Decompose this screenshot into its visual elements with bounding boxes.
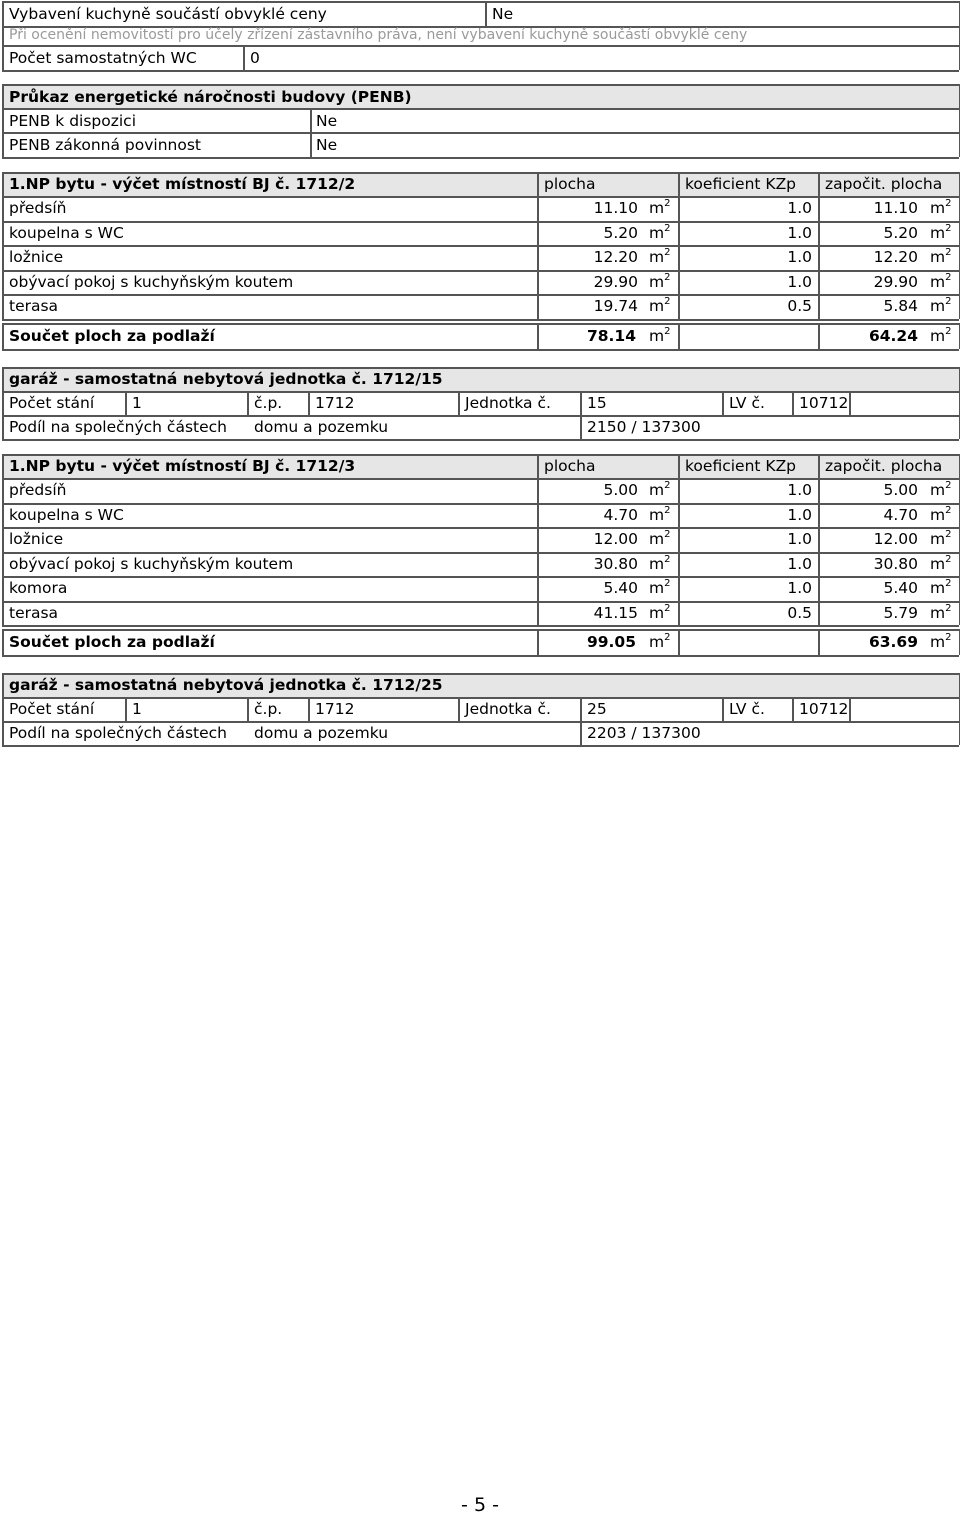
room-counted: 12.00 [873, 530, 918, 548]
unit-exponent: 2 [945, 632, 952, 643]
rule [2, 629, 959, 631]
rule [2, 655, 959, 657]
unit2-col-counted: započit. plocha [825, 457, 943, 475]
room-counted: 5.20 [883, 223, 918, 242]
rule [792, 697, 794, 721]
room-name: koupelna s WC [9, 505, 124, 524]
rule [2, 673, 4, 745]
unit2-title: 1.NP bytu - výčet místností BJ č. 1712/3 [9, 457, 356, 475]
podil-mid: domu a pozemku [254, 724, 389, 742]
room-counted-unit [930, 272, 951, 292]
lv-value: 10712 [799, 700, 849, 718]
unit1-col-area: plocha [544, 175, 596, 193]
unit-m: m [930, 326, 946, 345]
unit-m: m [930, 272, 946, 291]
sum-counted-unit [930, 632, 951, 652]
room-name: komora [9, 579, 68, 597]
unit-m: m [930, 297, 946, 315]
room-name: obývací pokoj s kuchyňským koutem [9, 554, 294, 573]
rule [849, 391, 851, 415]
room-coef: 1.0 [787, 272, 812, 291]
unit-m: m [649, 554, 665, 573]
rule [247, 391, 249, 415]
kitchen-label: Vybavení kuchyně součástí obvyklé ceny [9, 5, 327, 23]
room-coef: 0.5 [787, 603, 812, 622]
unit-m: m [930, 505, 946, 524]
room-counted: 30.80 [873, 554, 918, 573]
rule [2, 1, 4, 70]
room-area: 5.20 [603, 223, 638, 242]
room-counted-unit [930, 529, 951, 549]
unit-exponent: 2 [664, 529, 671, 540]
room-counted-unit [930, 578, 951, 598]
room-counted: 5.00 [883, 481, 918, 499]
room-coef: 1.0 [787, 505, 812, 524]
room-name: ložnice [9, 248, 64, 266]
podil-label: Podíl na společných částech [9, 724, 227, 742]
sum-label: Součet ploch za podlaží [9, 326, 215, 345]
unit-exponent: 2 [945, 578, 952, 589]
sum-area-unit [649, 326, 670, 346]
room-area: 11.10 [593, 199, 638, 217]
unit1-col-coef: koeficient KZp [685, 175, 797, 193]
rule [2, 84, 959, 86]
room-name: terasa [9, 297, 59, 315]
rule [2, 132, 959, 134]
unit-exponent: 2 [664, 198, 671, 209]
rule [125, 697, 127, 721]
penb-row-label: PENB zákonná povinnost [9, 136, 201, 154]
rule [308, 391, 310, 415]
unit2-col-coef: koeficient KZp [685, 457, 797, 475]
rule [722, 697, 724, 721]
penb-row-label: PENB k dispozici [9, 112, 137, 130]
sum-area-unit [649, 632, 670, 652]
room-name: terasa [9, 603, 59, 622]
pocet-stani-value: 1 [132, 394, 142, 412]
room-coef: 1.0 [787, 530, 812, 548]
unit-m: m [930, 530, 946, 548]
jednotka-label: Jednotka č. [465, 700, 551, 718]
rule [2, 157, 959, 159]
unit1-title: 1.NP bytu - výčet místností BJ č. 1712/2 [9, 175, 356, 193]
room-counted-unit [930, 247, 951, 267]
room-area: 19.74 [593, 297, 638, 315]
unit-m: m [649, 603, 665, 622]
unit-m: m [930, 579, 946, 597]
rule [310, 108, 312, 157]
unit-exponent: 2 [945, 198, 952, 209]
unit-m: m [930, 481, 946, 499]
room-coef: 1.0 [787, 481, 812, 499]
unit-m: m [649, 297, 665, 315]
room-counted-unit [930, 603, 951, 623]
sum-area: 78.14 [586, 326, 636, 345]
unit-m: m [930, 603, 946, 622]
unit-m: m [649, 248, 665, 266]
rule [2, 70, 959, 72]
unit-m: m [649, 633, 665, 651]
room-name: předsíň [9, 199, 67, 217]
room-area: 12.20 [593, 248, 638, 266]
room-coef: 0.5 [787, 297, 812, 315]
unit-m: m [930, 633, 946, 651]
sum-counted: 63.69 [868, 633, 918, 651]
unit1-col-counted: započit. plocha [825, 175, 943, 193]
rule [2, 454, 4, 625]
room-name: ložnice [9, 530, 64, 548]
room-name: obývací pokoj s kuchyňským koutem [9, 272, 294, 291]
cp-value: 1712 [315, 394, 355, 412]
rule [2, 172, 4, 319]
rule [792, 391, 794, 415]
unit-exponent: 2 [945, 602, 952, 614]
room-area: 5.00 [603, 481, 638, 499]
jednotka-value: 15 [587, 394, 607, 412]
unit-m: m [649, 481, 665, 499]
room-coef: 1.0 [787, 579, 812, 597]
rule [2, 367, 4, 439]
sum-label: Součet ploch za podlaží [9, 633, 215, 651]
rule [580, 697, 582, 721]
room-area: 41.15 [593, 603, 638, 622]
unit-m: m [930, 223, 946, 242]
unit-exponent: 2 [664, 602, 671, 614]
room-counted: 5.79 [883, 603, 918, 622]
jednotka-label: Jednotka č. [465, 394, 551, 412]
rule [125, 391, 127, 415]
unit-m: m [930, 199, 946, 217]
unit-exponent: 2 [664, 632, 671, 643]
unit-exponent: 2 [664, 271, 671, 283]
rule [2, 323, 959, 325]
unit-exponent: 2 [664, 325, 671, 337]
podil-label: Podíl na společných částech [9, 418, 227, 436]
unit-exponent: 2 [945, 553, 952, 565]
rule [2, 625, 959, 627]
garage2-title: garáž - samostatná nebytová jednotka č. 1712/25 [9, 676, 443, 694]
unit-m: m [649, 326, 665, 345]
unit-m: m [649, 579, 665, 597]
unit-m: m [649, 505, 665, 524]
lv-label: LV č. [729, 700, 765, 718]
room-coef: 1.0 [787, 554, 812, 573]
room-counted-unit [930, 223, 951, 243]
room-name: předsíň [9, 481, 67, 499]
sum-area: 99.05 [586, 633, 636, 651]
unit-m: m [649, 272, 665, 291]
rule [722, 391, 724, 415]
unit-m: m [930, 554, 946, 573]
kitchen-value: Ne [492, 5, 514, 23]
unit-exponent: 2 [945, 480, 952, 491]
unit-exponent: 2 [664, 504, 671, 516]
sum-counted-unit [930, 326, 951, 346]
unit-exponent: 2 [664, 578, 671, 589]
rule [678, 629, 680, 655]
unit-m: m [930, 248, 946, 266]
cp-label: č.p. [254, 700, 283, 718]
room-area: 12.00 [593, 530, 638, 548]
podil-mid: domu a pozemku [254, 418, 389, 436]
sum-counted: 64.24 [868, 326, 918, 345]
penb-row-value: Ne [316, 136, 338, 154]
room-area: 29.90 [593, 272, 638, 291]
rule [580, 391, 582, 415]
page-number: - 5 - [461, 1494, 499, 1516]
unit-exponent: 2 [664, 480, 671, 491]
unit-exponent: 2 [945, 296, 952, 307]
rule [580, 721, 582, 745]
unit-exponent: 2 [664, 247, 671, 258]
rule [580, 415, 582, 439]
room-area: 5.40 [603, 579, 638, 597]
kitchen-note: Při ocenění nemovitostí pro účely zřízení zástavního práva, není vybavení kuchyně součástí obvyklé ceny [9, 27, 748, 43]
unit-m: m [649, 199, 665, 217]
room-name: koupelna s WC [9, 223, 124, 242]
penb-row-value: Ne [316, 112, 338, 130]
cp-label: č.p. [254, 394, 283, 412]
unit-exponent: 2 [945, 271, 952, 283]
rule [678, 323, 680, 349]
room-counted: 5.40 [883, 579, 918, 597]
unit-exponent: 2 [664, 222, 671, 234]
unit-exponent: 2 [664, 296, 671, 307]
rule [247, 697, 249, 721]
room-coef: 1.0 [787, 199, 812, 217]
unit-exponent: 2 [945, 247, 952, 258]
lv-label: LV č. [729, 394, 765, 412]
unit-exponent: 2 [945, 504, 952, 516]
rule [458, 391, 460, 415]
wc-label: Počet samostatných WC [9, 49, 197, 67]
rule [2, 349, 959, 351]
rule [458, 697, 460, 721]
rule [2, 745, 959, 747]
pocet-stani-label: Počet stání [9, 394, 95, 412]
room-counted-unit [930, 296, 951, 316]
room-area: 4.70 [603, 505, 638, 524]
pocet-stani-value: 1 [132, 700, 142, 718]
room-counted-unit [930, 505, 951, 525]
cp-value: 1712 [315, 700, 355, 718]
jednotka-value: 25 [587, 700, 607, 718]
room-counted: 5.84 [883, 297, 918, 315]
penb-title: Průkaz energetické náročnosti budovy (PENB) [9, 88, 412, 106]
rule [2, 108, 959, 110]
room-counted: 29.90 [873, 272, 918, 291]
room-counted: 4.70 [883, 505, 918, 524]
room-counted: 12.20 [873, 248, 918, 266]
rule [2, 439, 959, 441]
rule [2, 629, 4, 655]
rule [2, 319, 959, 321]
unit-exponent: 2 [945, 529, 952, 540]
unit2-col-area: plocha [544, 457, 596, 475]
unit-exponent: 2 [945, 222, 952, 234]
unit-exponent: 2 [664, 553, 671, 565]
rule [485, 1, 487, 26]
unit-m: m [649, 530, 665, 548]
podil-value: 2150 / 137300 [587, 418, 701, 436]
rule [2, 1, 959, 3]
room-area: 30.80 [593, 554, 638, 573]
unit-m: m [649, 223, 665, 242]
rule [2, 45, 959, 47]
wc-value: 0 [250, 49, 260, 67]
rule [849, 697, 851, 721]
rule [2, 323, 4, 349]
rule [2, 84, 4, 157]
room-counted-unit [930, 554, 951, 574]
rule [243, 45, 245, 70]
room-counted: 11.10 [873, 199, 918, 217]
rule [308, 697, 310, 721]
room-coef: 1.0 [787, 223, 812, 242]
room-counted-unit [930, 198, 951, 218]
unit-exponent: 2 [945, 325, 952, 337]
garage1-title: garáž - samostatná nebytová jednotka č. 1712/15 [9, 370, 443, 388]
podil-value: 2203 / 137300 [587, 724, 701, 742]
pocet-stani-label: Počet stání [9, 700, 95, 718]
room-counted-unit [930, 480, 951, 500]
room-coef: 1.0 [787, 248, 812, 266]
lv-value: 10712 [799, 394, 849, 412]
